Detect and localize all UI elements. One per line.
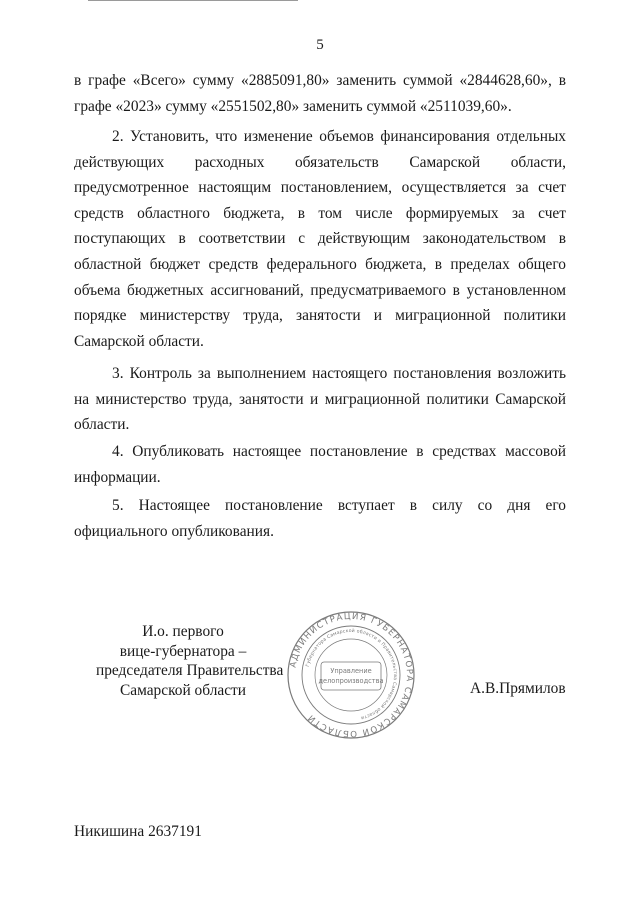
paragraph-item-4: 4. Опубликовать настоящее постановление в средствах массовой информации. — [74, 443, 566, 486]
top-rule — [88, 0, 298, 1]
paragraph-item-5: 5. Настоящее постановление вступает в силу со дня его официального опубликования. — [74, 497, 566, 540]
signer-title-line: И.о. первого — [142, 623, 224, 640]
signer-title-line: Самарской области — [119, 681, 246, 699]
seal-inner-text: Губернатора Самарской области и Правительства Самарской области — [305, 628, 398, 720]
seal-center-line2: делопроизводства — [318, 677, 384, 685]
signer-title — [96, 622, 284, 700]
seal-inner-ring — [315, 639, 387, 711]
signer-title-line: вице-губернатора – — [119, 642, 247, 660]
paragraph-item-3: 3. Контроль за выполнением настоящего постановления возложить на министерство труда, занятости и миграционной политики Самарской области. — [74, 365, 566, 434]
page-number: 5 — [316, 37, 324, 53]
paragraph-continuation: в графе «Всего» сумму «2885091,80» заменить суммой «2844628,60», в графе «2023» сумму «2551502,80» заменить суммой «2511039,60». — [74, 72, 566, 115]
seal-center-line1: Управление — [330, 667, 372, 675]
signer-name: А.В.Прямилов — [470, 680, 566, 697]
executor-contact: Никишина 2637191 — [74, 823, 202, 840]
seal-outer-text: АДМИНИСТРАЦИЯ ГУБЕРНАТОРА САМАРСКОЙ ОБЛАСТИ — [288, 611, 415, 739]
seal-middle-ring — [302, 626, 400, 724]
paragraph-item-2: 2. Установить, что изменение объемов финансирования отдельных действующих расходных обязательств Самарской области, предусмотренное настоящим постановлением, осуществляется за счет средств областного бюджета, в том числе формируемых за счет поступающих в соответствии с действующим законодательством в областной бюджет средств федерального бюджета, в пределах общего объема бюджетных ассигнований, предусматриваемого в установленном порядке министерству труда, занятости и миграционной политики Самарской области. — [74, 128, 566, 350]
signer-title-line: председателя Правительства — [96, 662, 284, 679]
official-seal-stamp — [286, 610, 416, 740]
